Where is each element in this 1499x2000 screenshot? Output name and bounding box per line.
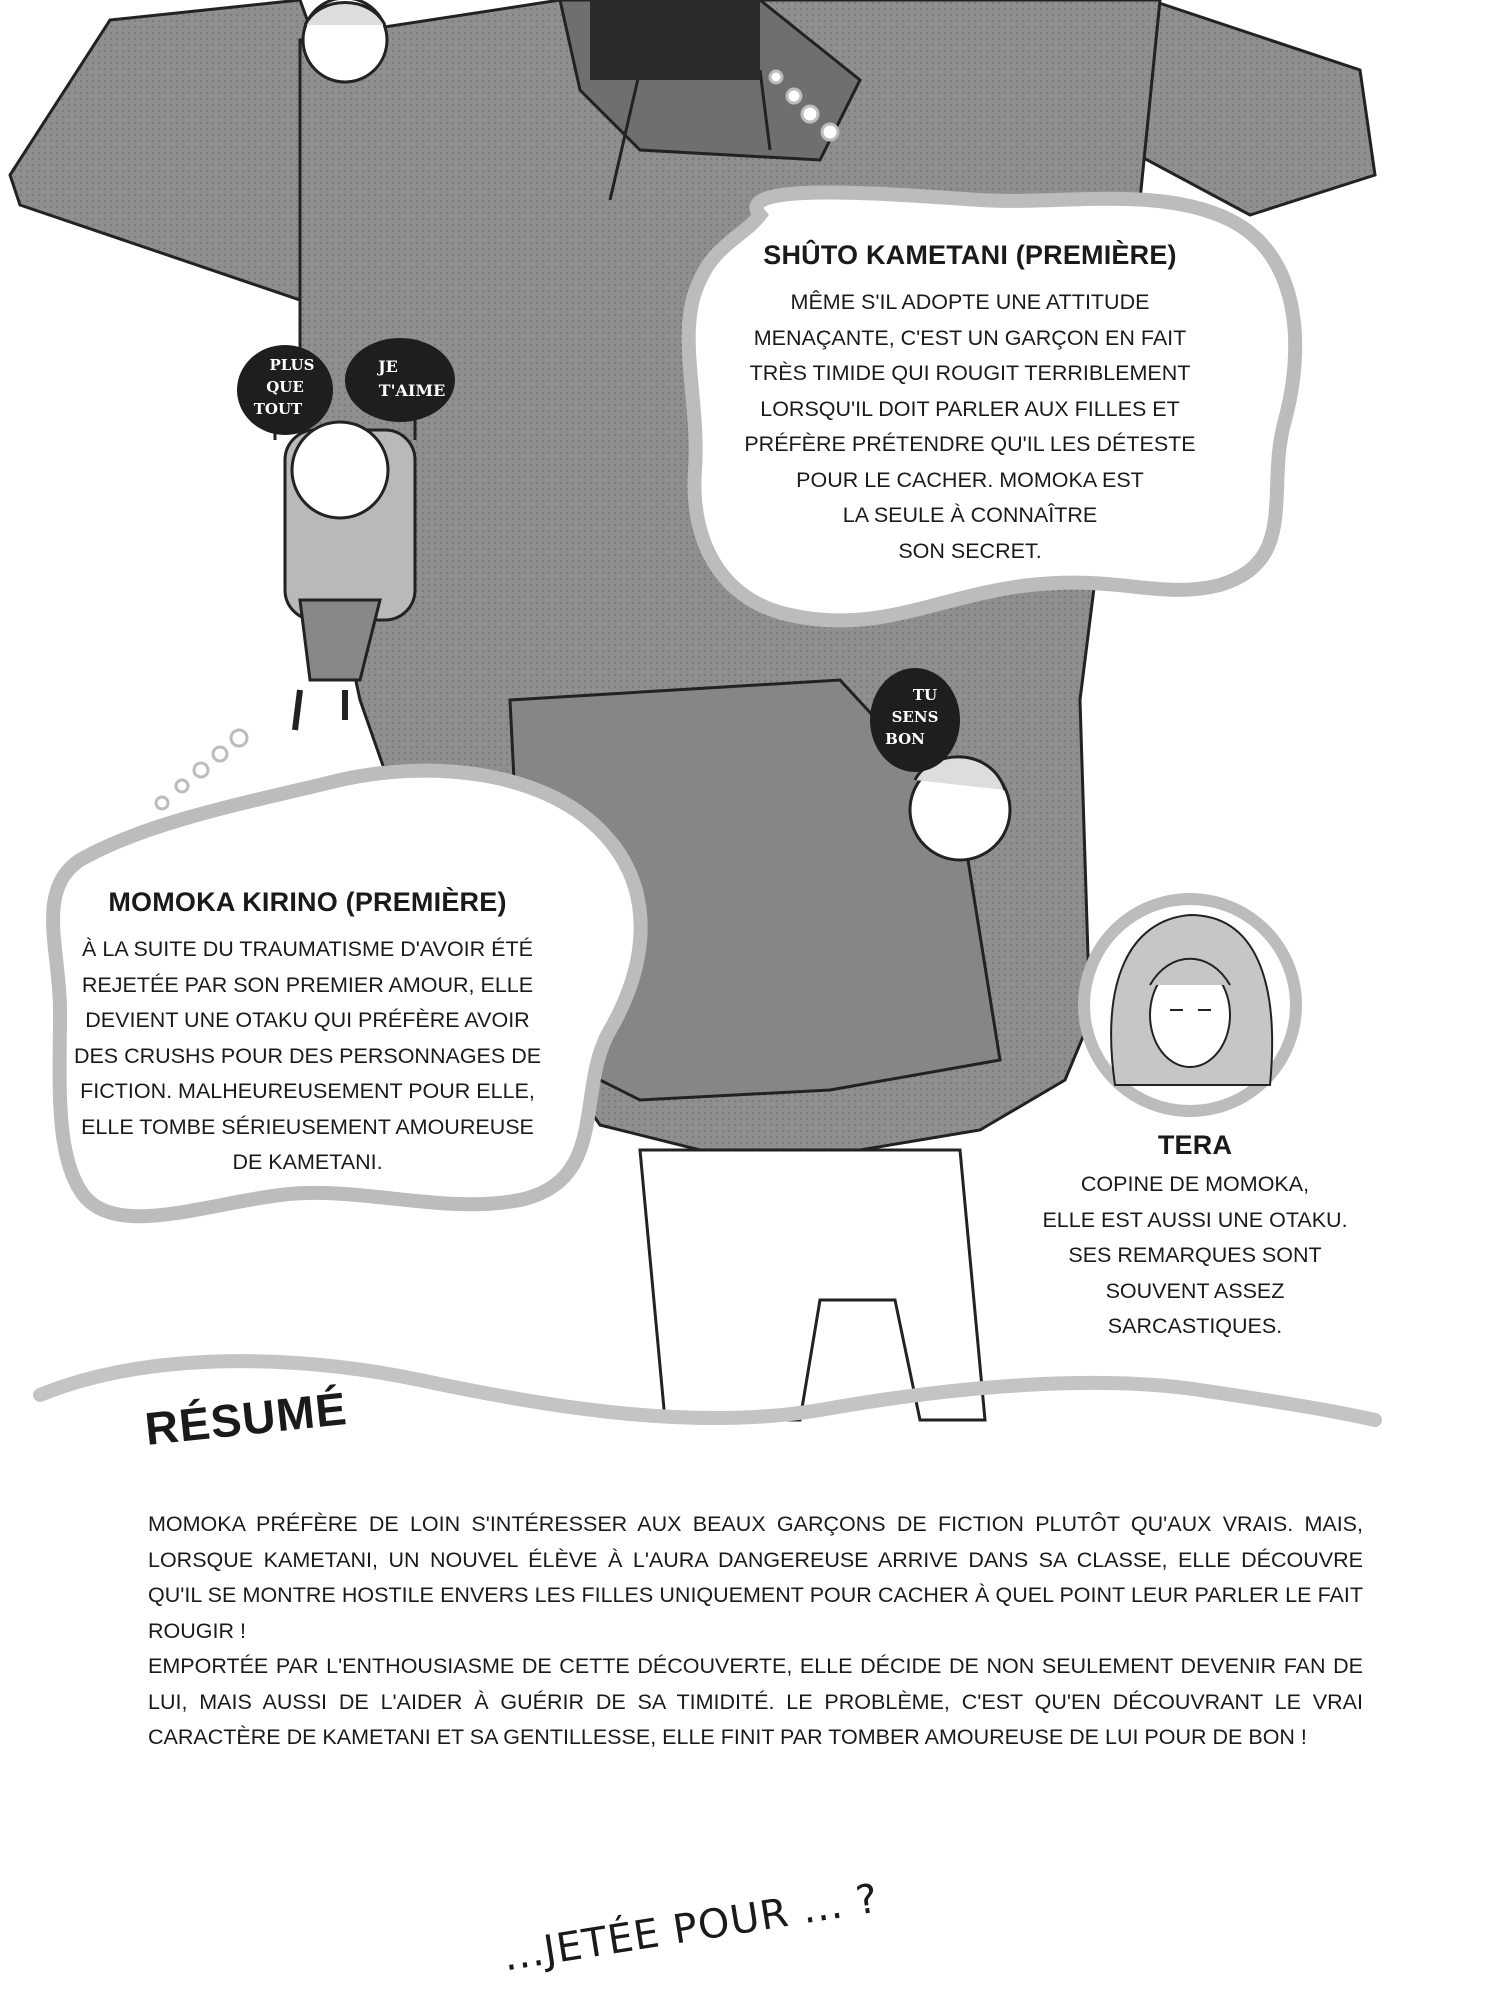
sign-left-line-1: PLUS	[269, 356, 315, 374]
sign-right-line-1: JE	[378, 357, 398, 376]
momoka-line-7: DE KAMETANI.	[232, 1150, 383, 1174]
shuto-line-3: TRÈS TIMIDE QUI ROUGIT TERRIBLEMENT	[749, 361, 1191, 385]
sign-pocket-line-2: SENS	[891, 708, 939, 726]
resume-paragraph-1: MOMOKA PRÉFÈRE DE LOIN S'INTÉRESSER AUX BEAUX GARÇONS DE FICTION PLUTÔT QU'AUX VRAIS. MAIS, LORSQUE KAMETANI, UN NOUVEL ÉLÈVE À L'AURA DANGEREUSE ARRIVE DANS SA CLASSE, ELLE DÉCOUVRE QU'IL SE MONTRE HOSTILE ENVERS LES FILLES UNIQUEMENT POUR CACHER À QUEL POINT LEUR PARLER LE FAIT ROUGIR !	[148, 1512, 1363, 1643]
shuto-line-1: MÊME S'IL ADOPTE UNE ATTITUDE	[790, 290, 1150, 314]
shuto-description	[690, 240, 1250, 569]
sign-right-line-2: T'AIME	[378, 381, 446, 400]
shuto-line-6: POUR LE CACHER. MOMOKA EST	[796, 467, 1144, 492]
tera-line-5: SARCASTIQUES.	[1107, 1314, 1283, 1338]
sign-pocket-line-1: TU	[912, 686, 938, 704]
neck-shadow	[590, 0, 760, 80]
sign-left-line-3: TOUT	[253, 400, 303, 418]
trousers	[640, 1150, 985, 1420]
resume-body	[148, 1507, 1363, 1756]
sign-plus-que-tout	[237, 345, 333, 435]
shuto-line-7: LA SEULE À CONNAÎTRE	[842, 503, 1098, 527]
mini-momoka-top-figure	[303, 0, 387, 82]
resume-paragraph-2: EMPORTÉE PAR L'ENTHOUSIASME DE CETTE DÉCOUVERTE, ELLE DÉCIDE DE NON SEULEMENT DEVENIR FAN DE LUI, MAIS AUSSI DE L'AIDER À GUÉRIR DE SA TIMIDITÉ. LE PROBLÈME, C'EST QU'EN DÉCOUVRANT LE VRAI CARACTÈRE DE KAMETANI ET SA GENTILLESSE, ELLE FINIT PAR TOMBER AMOUREUSE DE LUI POUR DE BON !	[148, 1654, 1363, 1749]
momoka-line-4: DES CRUSHS POUR DES PERSONNAGES DE	[73, 1043, 542, 1068]
tera-line-2: ELLE EST AUSSI UNE OTAKU.	[1042, 1207, 1348, 1232]
tera-line-3: SES REMARQUES SONT	[1068, 1243, 1322, 1267]
momoka-line-5: FICTION. MALHEUREUSEMENT POUR ELLE,	[80, 1079, 535, 1103]
momoka-line-6: ELLE TOMBE SÉRIEUSEMENT AMOUREUSE	[81, 1114, 534, 1139]
shuto-name: SHÛTO KAMETANI (PREMIÈRE)	[763, 240, 1177, 270]
tera-portrait	[1084, 899, 1296, 1111]
momoka-name: MOMOKA KIRINO (PREMIÈRE)	[108, 887, 507, 917]
shuto-line-8: SON SECRET.	[898, 538, 1042, 563]
shuto-line-2: MENAÇANTE, C'EST UN GARÇON EN FAIT	[753, 325, 1187, 350]
tera-description	[1030, 1130, 1360, 1345]
momoka-description	[60, 887, 555, 1181]
sign-je-taime	[345, 338, 455, 422]
momoka-dot-trail	[156, 730, 247, 809]
sign-left-line-2: QUE	[266, 378, 304, 396]
momoka-line-2: REJETÉE PAR SON PREMIER AMOUR, ELLE	[81, 972, 534, 997]
shuto-line-5: PRÉFÈRE PRÉTENDRE QU'IL LES DÉTESTE	[744, 432, 1196, 456]
momoka-line-3: DEVIENT UNE OTAKU QUI PRÉFÈRE AVOIR	[85, 1008, 530, 1032]
shuto-line-4: LORSQU'IL DOIT PARLER AUX FILLES ET	[760, 396, 1180, 421]
bottom-handwritten-text: ...JETÉE POUR ... ?	[500, 1875, 882, 1981]
mini-momoka-pocket-figure	[910, 757, 1010, 860]
tera-line-4: SOUVENT ASSEZ	[1105, 1278, 1285, 1303]
tera-name: TERA	[1157, 1130, 1233, 1160]
resume-heading: RÉSUMÉ	[142, 1382, 350, 1456]
tera-line-1: COPINE DE MOMOKA,	[1080, 1172, 1310, 1196]
momoka-line-1: À LA SUITE DU TRAUMATISME D'AVOIR ÉTÉ	[82, 937, 533, 961]
sign-pocket-line-3: BON	[885, 730, 925, 748]
hoodie-left-sleeve	[10, 0, 340, 300]
sign-tu-sens-bon	[870, 668, 960, 772]
